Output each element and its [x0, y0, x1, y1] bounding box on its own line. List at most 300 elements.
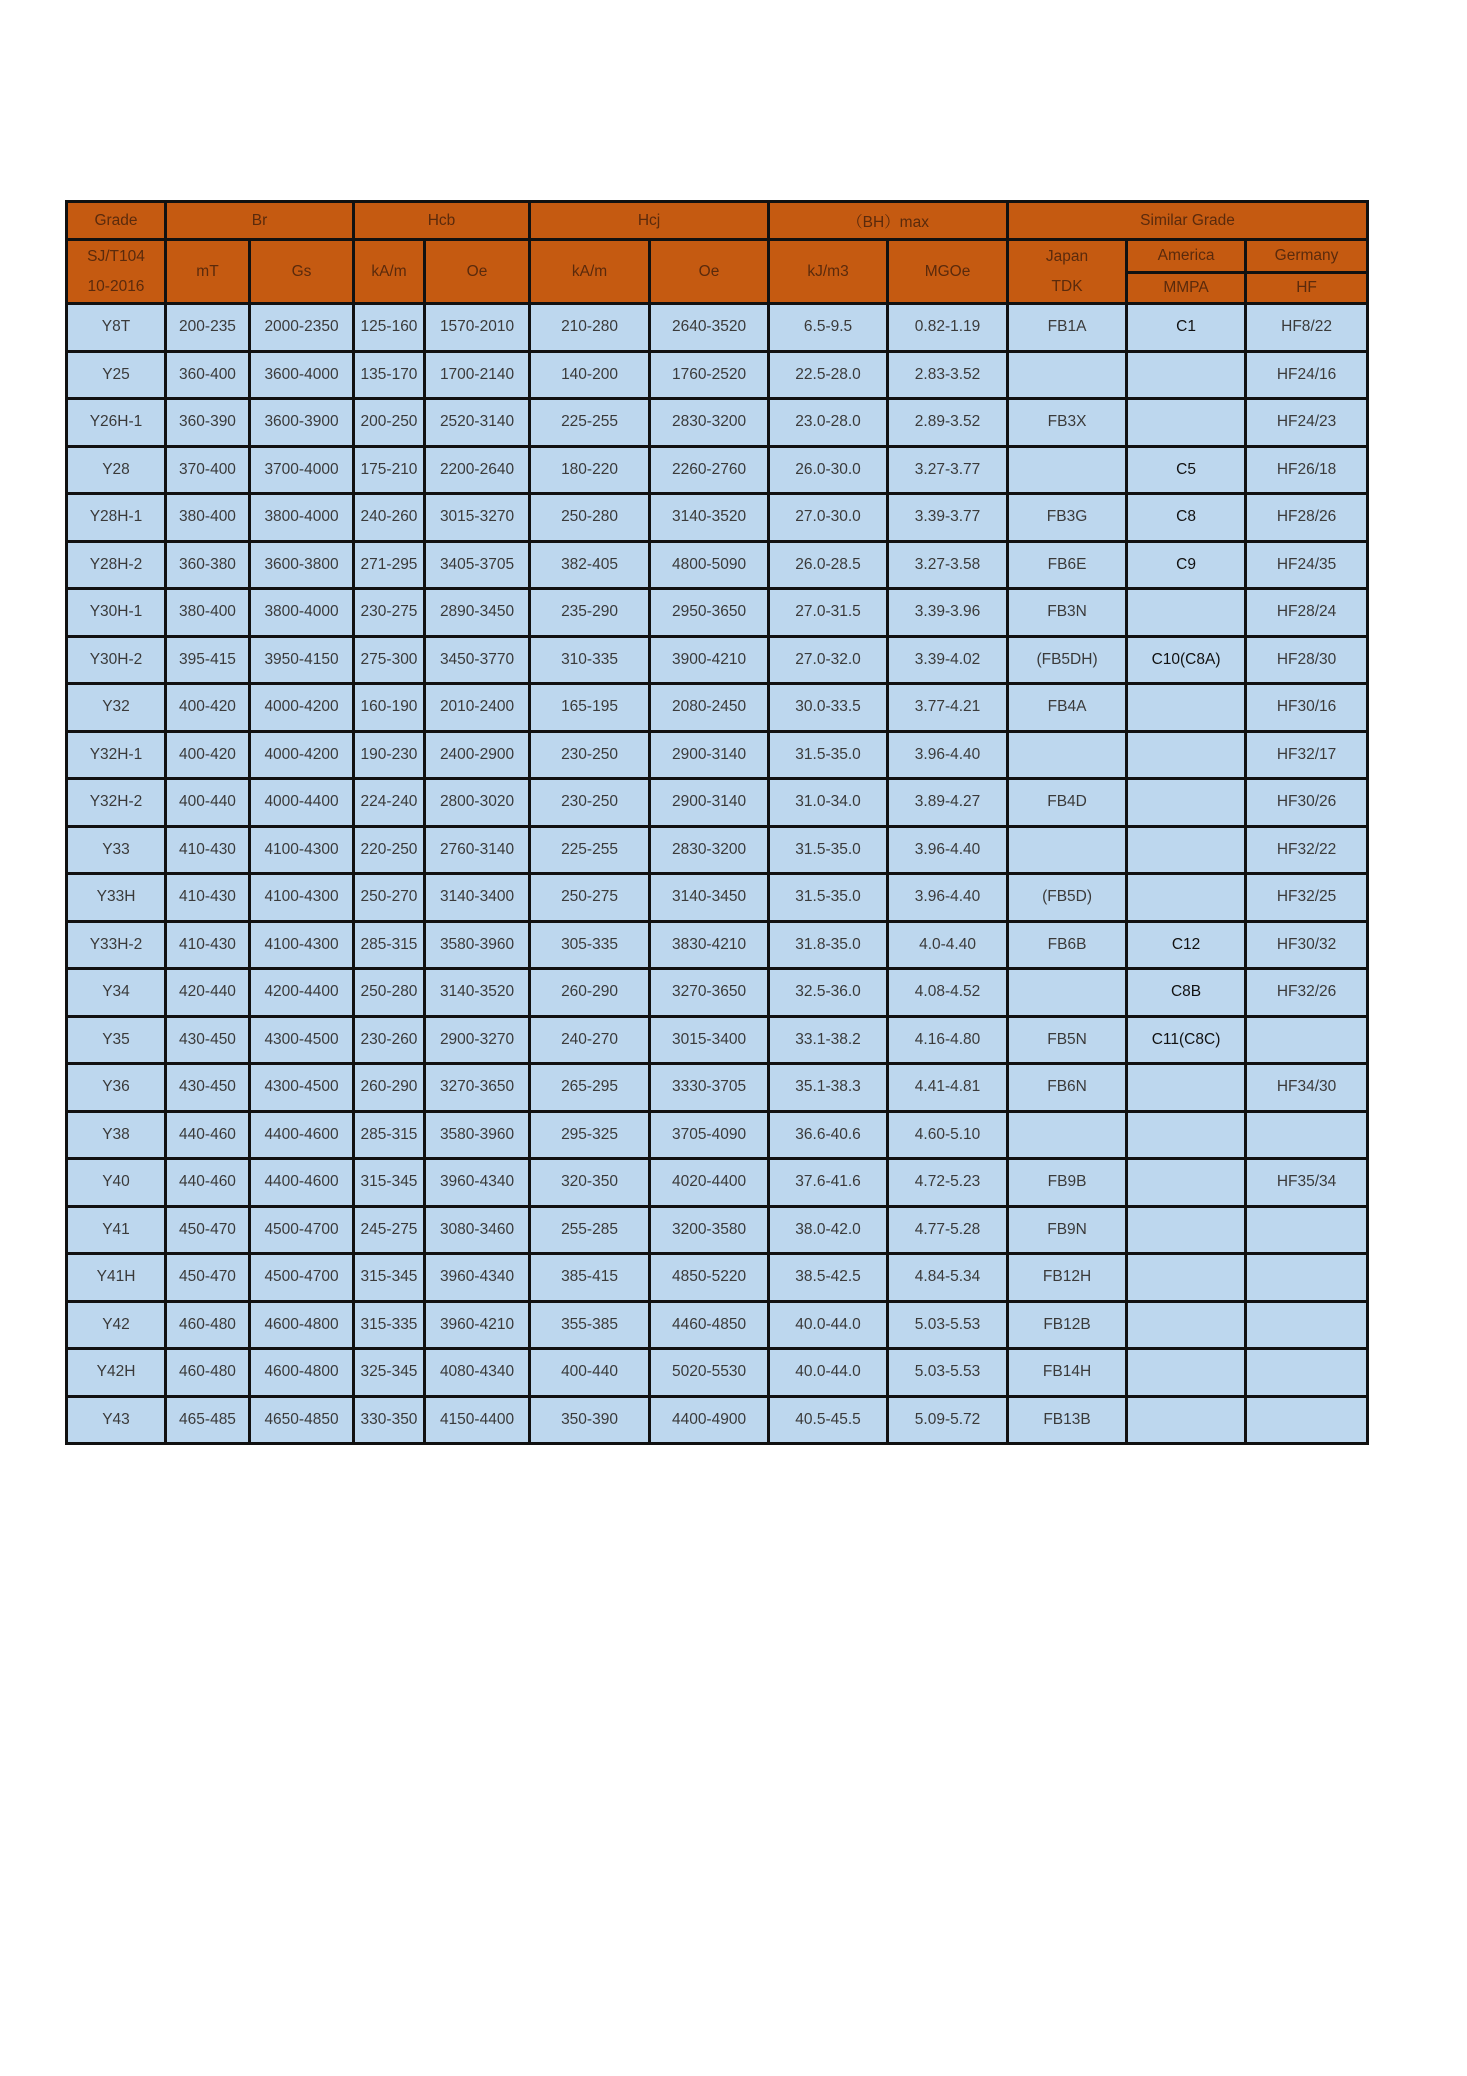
cell-bh-mgoe: 3.27-3.77 — [888, 446, 1008, 494]
cell-germany-hf — [1246, 1301, 1368, 1349]
cell-germany-hf — [1246, 1396, 1368, 1444]
cell-hcb-kam: 220-250 — [354, 826, 425, 874]
cell-br-gs: 4300-4500 — [250, 1016, 354, 1064]
cell-bh-mgoe: 3.77-4.21 — [888, 684, 1008, 732]
cell-hcj-kam: 385-415 — [530, 1254, 650, 1302]
cell-br-mt: 440-460 — [166, 1111, 250, 1159]
cell-hcb-oe: 3140-3400 — [425, 874, 530, 922]
table-body — [67, 304, 1368, 1444]
cell-bh-kjm3: 32.5-36.0 — [769, 969, 888, 1017]
cell-grade: Y30H-2 — [67, 636, 166, 684]
cell-hcj-kam: 350-390 — [530, 1396, 650, 1444]
header-america: America — [1127, 240, 1246, 273]
cell-grade: Y8T — [67, 304, 166, 352]
cell-grade: Y33H-2 — [67, 921, 166, 969]
cell-br-gs: 4600-4800 — [250, 1349, 354, 1397]
cell-bh-mgoe: 3.39-3.77 — [888, 494, 1008, 542]
cell-br-mt: 395-415 — [166, 636, 250, 684]
header-tdk: TDK — [1008, 273, 1127, 304]
cell-germany-hf: HF32/25 — [1246, 874, 1368, 922]
cell-hcj-kam: 400-440 — [530, 1349, 650, 1397]
cell-japan-tdk — [1008, 969, 1127, 1017]
cell-america-mmpa — [1127, 779, 1246, 827]
cell-america-mmpa: C8B — [1127, 969, 1246, 1017]
cell-br-mt: 430-450 — [166, 1064, 250, 1112]
cell-bh-kjm3: 31.0-34.0 — [769, 779, 888, 827]
cell-bh-kjm3: 6.5-9.5 — [769, 304, 888, 352]
cell-hcj-oe: 2080-2450 — [650, 684, 769, 732]
header-br: Br — [166, 202, 354, 240]
cell-hcj-kam: 305-335 — [530, 921, 650, 969]
cell-br-mt: 410-430 — [166, 874, 250, 922]
cell-bh-mgoe: 2.83-3.52 — [888, 351, 1008, 399]
table-row — [67, 1016, 1368, 1064]
cell-hcj-kam: 382-405 — [530, 541, 650, 589]
cell-america-mmpa: C9 — [1127, 541, 1246, 589]
ferrite-grade-table — [65, 200, 1369, 1445]
cell-hcj-kam: 250-275 — [530, 874, 650, 922]
cell-hcb-oe: 3580-3960 — [425, 921, 530, 969]
cell-hcj-oe: 2900-3140 — [650, 731, 769, 779]
cell-japan-tdk: FB3X — [1008, 399, 1127, 447]
table-row — [67, 1111, 1368, 1159]
cell-hcb-kam: 315-345 — [354, 1159, 425, 1207]
table-row — [67, 731, 1368, 779]
cell-bh-mgoe: 2.89-3.52 — [888, 399, 1008, 447]
cell-bh-mgoe: 3.96-4.40 — [888, 731, 1008, 779]
cell-hcj-kam: 235-290 — [530, 589, 650, 637]
cell-germany-hf — [1246, 1016, 1368, 1064]
header-standard-line2: 10-2016 — [67, 273, 166, 304]
cell-bh-kjm3: 40.5-45.5 — [769, 1396, 888, 1444]
cell-hcj-kam: 355-385 — [530, 1301, 650, 1349]
cell-america-mmpa: C11(C8C) — [1127, 1016, 1246, 1064]
cell-america-mmpa — [1127, 874, 1246, 922]
cell-japan-tdk: FB5N — [1008, 1016, 1127, 1064]
cell-br-gs: 3800-4000 — [250, 494, 354, 542]
cell-hcb-oe: 3140-3520 — [425, 969, 530, 1017]
table-row — [67, 494, 1368, 542]
cell-japan-tdk: FB12B — [1008, 1301, 1127, 1349]
cell-america-mmpa — [1127, 1206, 1246, 1254]
cell-america-mmpa — [1127, 731, 1246, 779]
cell-br-mt: 450-470 — [166, 1206, 250, 1254]
cell-grade: Y42H — [67, 1349, 166, 1397]
cell-japan-tdk: FB4A — [1008, 684, 1127, 732]
table-row — [67, 1064, 1368, 1112]
cell-hcj-oe: 3900-4210 — [650, 636, 769, 684]
cell-grade: Y43 — [67, 1396, 166, 1444]
header-similar-grade: Similar Grade — [1008, 202, 1368, 240]
cell-hcb-oe: 2520-3140 — [425, 399, 530, 447]
cell-br-gs: 4200-4400 — [250, 969, 354, 1017]
cell-grade: Y28H-1 — [67, 494, 166, 542]
cell-hcj-kam: 255-285 — [530, 1206, 650, 1254]
cell-hcb-oe: 4080-4340 — [425, 1349, 530, 1397]
cell-hcj-kam: 260-290 — [530, 969, 650, 1017]
cell-hcj-kam: 140-200 — [530, 351, 650, 399]
cell-germany-hf: HF8/22 — [1246, 304, 1368, 352]
cell-japan-tdk: FB13B — [1008, 1396, 1127, 1444]
cell-hcj-oe: 3015-3400 — [650, 1016, 769, 1064]
cell-hcj-kam: 230-250 — [530, 731, 650, 779]
cell-bh-kjm3: 35.1-38.3 — [769, 1064, 888, 1112]
cell-bh-mgoe: 4.41-4.81 — [888, 1064, 1008, 1112]
cell-grade: Y42 — [67, 1301, 166, 1349]
cell-hcj-oe: 2640-3520 — [650, 304, 769, 352]
cell-bh-kjm3: 27.0-31.5 — [769, 589, 888, 637]
table-row — [67, 304, 1368, 352]
cell-germany-hf: HF34/30 — [1246, 1064, 1368, 1112]
cell-br-gs: 4600-4800 — [250, 1301, 354, 1349]
cell-japan-tdk: FB6B — [1008, 921, 1127, 969]
cell-hcb-kam: 160-190 — [354, 684, 425, 732]
cell-hcj-kam: 225-255 — [530, 826, 650, 874]
cell-br-mt: 380-400 — [166, 589, 250, 637]
cell-br-gs: 3700-4000 — [250, 446, 354, 494]
cell-br-gs: 4000-4400 — [250, 779, 354, 827]
cell-hcb-kam: 190-230 — [354, 731, 425, 779]
cell-germany-hf: HF30/26 — [1246, 779, 1368, 827]
cell-bh-kjm3: 31.5-35.0 — [769, 731, 888, 779]
cell-br-gs: 4500-4700 — [250, 1254, 354, 1302]
cell-bh-mgoe: 4.16-4.80 — [888, 1016, 1008, 1064]
cell-america-mmpa: C12 — [1127, 921, 1246, 969]
cell-japan-tdk: (FB5DH) — [1008, 636, 1127, 684]
cell-hcb-kam: 285-315 — [354, 1111, 425, 1159]
cell-hcb-kam: 271-295 — [354, 541, 425, 589]
cell-bh-mgoe: 4.72-5.23 — [888, 1159, 1008, 1207]
table-row — [67, 1396, 1368, 1444]
cell-germany-hf: HF30/16 — [1246, 684, 1368, 732]
cell-br-mt: 450-470 — [166, 1254, 250, 1302]
cell-hcj-oe: 4400-4900 — [650, 1396, 769, 1444]
cell-bh-kjm3: 31.5-35.0 — [769, 826, 888, 874]
cell-hcb-kam: 224-240 — [354, 779, 425, 827]
cell-hcj-kam: 180-220 — [530, 446, 650, 494]
cell-germany-hf — [1246, 1111, 1368, 1159]
cell-hcj-kam: 320-350 — [530, 1159, 650, 1207]
cell-hcb-kam: 230-260 — [354, 1016, 425, 1064]
cell-br-mt: 410-430 — [166, 826, 250, 874]
header-hcj: Hcj — [530, 202, 769, 240]
cell-japan-tdk: FB3N — [1008, 589, 1127, 637]
cell-grade: Y32 — [67, 684, 166, 732]
cell-grade: Y40 — [67, 1159, 166, 1207]
cell-america-mmpa — [1127, 1349, 1246, 1397]
cell-bh-mgoe: 3.96-4.40 — [888, 826, 1008, 874]
cell-grade: Y32H-2 — [67, 779, 166, 827]
cell-bh-mgoe: 4.84-5.34 — [888, 1254, 1008, 1302]
cell-germany-hf — [1246, 1349, 1368, 1397]
cell-bh-mgoe: 4.08-4.52 — [888, 969, 1008, 1017]
cell-japan-tdk — [1008, 351, 1127, 399]
cell-hcb-kam: 260-290 — [354, 1064, 425, 1112]
table-row — [67, 589, 1368, 637]
cell-japan-tdk: FB1A — [1008, 304, 1127, 352]
cell-br-gs: 4400-4600 — [250, 1111, 354, 1159]
cell-hcb-kam: 230-275 — [354, 589, 425, 637]
cell-br-gs: 4100-4300 — [250, 874, 354, 922]
cell-germany-hf: HF32/26 — [1246, 969, 1368, 1017]
cell-japan-tdk: FB9N — [1008, 1206, 1127, 1254]
cell-hcj-kam: 240-270 — [530, 1016, 650, 1064]
cell-hcb-kam: 125-160 — [354, 304, 425, 352]
cell-japan-tdk — [1008, 731, 1127, 779]
cell-grade: Y41 — [67, 1206, 166, 1254]
cell-hcb-oe: 3270-3650 — [425, 1064, 530, 1112]
header-bhmax: （BH）max — [769, 202, 1008, 240]
cell-grade: Y41H — [67, 1254, 166, 1302]
cell-hcj-oe: 3705-4090 — [650, 1111, 769, 1159]
cell-bh-kjm3: 31.8-35.0 — [769, 921, 888, 969]
cell-hcj-oe: 3330-3705 — [650, 1064, 769, 1112]
cell-br-gs: 3600-4000 — [250, 351, 354, 399]
header-hcb: Hcb — [354, 202, 530, 240]
cell-bh-mgoe: 3.39-3.96 — [888, 589, 1008, 637]
cell-japan-tdk: FB14H — [1008, 1349, 1127, 1397]
cell-br-gs: 4650-4850 — [250, 1396, 354, 1444]
cell-bh-mgoe: 5.03-5.53 — [888, 1301, 1008, 1349]
cell-hcj-oe: 4850-5220 — [650, 1254, 769, 1302]
cell-america-mmpa: C8 — [1127, 494, 1246, 542]
table-row — [67, 826, 1368, 874]
cell-grade: Y38 — [67, 1111, 166, 1159]
cell-hcj-oe: 4800-5090 — [650, 541, 769, 589]
cell-bh-kjm3: 31.5-35.0 — [769, 874, 888, 922]
table-row — [67, 399, 1368, 447]
cell-br-gs: 3600-3900 — [250, 399, 354, 447]
header-unit-br-gs: Gs — [250, 240, 354, 304]
header-row-units — [67, 240, 1368, 273]
cell-hcj-oe: 4020-4400 — [650, 1159, 769, 1207]
cell-hcj-kam: 310-335 — [530, 636, 650, 684]
cell-america-mmpa — [1127, 1396, 1246, 1444]
cell-grade: Y30H-1 — [67, 589, 166, 637]
cell-hcj-oe: 3270-3650 — [650, 969, 769, 1017]
cell-hcj-oe: 2900-3140 — [650, 779, 769, 827]
cell-grade: Y33 — [67, 826, 166, 874]
cell-hcj-oe: 3200-3580 — [650, 1206, 769, 1254]
cell-grade: Y32H-1 — [67, 731, 166, 779]
cell-hcj-oe: 2950-3650 — [650, 589, 769, 637]
cell-hcb-kam: 240-260 — [354, 494, 425, 542]
cell-bh-kjm3: 36.6-40.6 — [769, 1111, 888, 1159]
cell-grade: Y33H — [67, 874, 166, 922]
cell-germany-hf — [1246, 1206, 1368, 1254]
table-row — [67, 1301, 1368, 1349]
cell-br-gs: 4500-4700 — [250, 1206, 354, 1254]
cell-hcj-oe: 1760-2520 — [650, 351, 769, 399]
header-mmpa: MMPA — [1127, 273, 1246, 304]
cell-hcj-oe: 5020-5530 — [650, 1349, 769, 1397]
cell-bh-kjm3: 30.0-33.5 — [769, 684, 888, 732]
cell-hcb-oe: 1700-2140 — [425, 351, 530, 399]
cell-bh-kjm3: 40.0-44.0 — [769, 1349, 888, 1397]
cell-japan-tdk — [1008, 1111, 1127, 1159]
cell-america-mmpa — [1127, 399, 1246, 447]
cell-germany-hf: HF28/24 — [1246, 589, 1368, 637]
cell-japan-tdk: FB9B — [1008, 1159, 1127, 1207]
cell-br-mt: 465-485 — [166, 1396, 250, 1444]
cell-hcb-kam: 315-335 — [354, 1301, 425, 1349]
header-unit-br-mt: mT — [166, 240, 250, 304]
table-row — [67, 684, 1368, 732]
cell-germany-hf: HF32/22 — [1246, 826, 1368, 874]
header-japan: Japan — [1008, 240, 1127, 273]
cell-hcj-oe: 2830-3200 — [650, 399, 769, 447]
table-row — [67, 874, 1368, 922]
cell-hcj-oe: 2260-2760 — [650, 446, 769, 494]
cell-japan-tdk: FB3G — [1008, 494, 1127, 542]
cell-hcb-kam: 315-345 — [354, 1254, 425, 1302]
header-unit-hcb-kam: kA/m — [354, 240, 425, 304]
cell-bh-kjm3: 33.1-38.2 — [769, 1016, 888, 1064]
cell-br-gs: 2000-2350 — [250, 304, 354, 352]
cell-hcb-oe: 2400-2900 — [425, 731, 530, 779]
cell-br-gs: 4400-4600 — [250, 1159, 354, 1207]
header-unit-hcb-oe: Oe — [425, 240, 530, 304]
cell-br-gs: 4000-4200 — [250, 684, 354, 732]
cell-bh-mgoe: 4.0-4.40 — [888, 921, 1008, 969]
cell-hcb-oe: 2890-3450 — [425, 589, 530, 637]
cell-bh-mgoe: 3.39-4.02 — [888, 636, 1008, 684]
cell-grade: Y36 — [67, 1064, 166, 1112]
cell-bh-mgoe: 0.82-1.19 — [888, 304, 1008, 352]
cell-bh-mgoe: 3.27-3.58 — [888, 541, 1008, 589]
cell-hcb-oe: 3960-4340 — [425, 1159, 530, 1207]
cell-hcb-oe: 3960-4210 — [425, 1301, 530, 1349]
cell-america-mmpa: C1 — [1127, 304, 1246, 352]
cell-america-mmpa: C10(C8A) — [1127, 636, 1246, 684]
cell-germany-hf — [1246, 1254, 1368, 1302]
cell-germany-hf: HF24/23 — [1246, 399, 1368, 447]
cell-america-mmpa — [1127, 589, 1246, 637]
cell-hcj-oe: 3140-3450 — [650, 874, 769, 922]
cell-grade: Y34 — [67, 969, 166, 1017]
cell-hcb-oe: 3015-3270 — [425, 494, 530, 542]
cell-br-mt: 400-440 — [166, 779, 250, 827]
cell-japan-tdk: FB12H — [1008, 1254, 1127, 1302]
cell-bh-kjm3: 26.0-30.0 — [769, 446, 888, 494]
header-grade: Grade — [67, 202, 166, 240]
table-header — [67, 202, 1368, 304]
cell-hcb-kam: 275-300 — [354, 636, 425, 684]
cell-bh-kjm3: 22.5-28.0 — [769, 351, 888, 399]
cell-hcb-oe: 3960-4340 — [425, 1254, 530, 1302]
cell-br-mt: 410-430 — [166, 921, 250, 969]
cell-america-mmpa: C5 — [1127, 446, 1246, 494]
cell-america-mmpa — [1127, 1301, 1246, 1349]
cell-br-mt: 400-420 — [166, 684, 250, 732]
cell-america-mmpa — [1127, 1159, 1246, 1207]
cell-germany-hf: HF28/26 — [1246, 494, 1368, 542]
cell-hcb-kam: 135-170 — [354, 351, 425, 399]
cell-hcb-kam: 330-350 — [354, 1396, 425, 1444]
cell-hcb-kam: 250-280 — [354, 969, 425, 1017]
cell-bh-kjm3: 26.0-28.5 — [769, 541, 888, 589]
cell-germany-hf: HF32/17 — [1246, 731, 1368, 779]
header-hf: HF — [1246, 273, 1368, 304]
cell-br-gs: 4300-4500 — [250, 1064, 354, 1112]
cell-br-gs: 4100-4300 — [250, 826, 354, 874]
header-unit-bh-kjm3: kJ/m3 — [769, 240, 888, 304]
cell-bh-mgoe: 5.03-5.53 — [888, 1349, 1008, 1397]
cell-hcj-kam: 295-325 — [530, 1111, 650, 1159]
header-unit-hcj-kam: kA/m — [530, 240, 650, 304]
cell-hcb-oe: 2760-3140 — [425, 826, 530, 874]
cell-japan-tdk: (FB5D) — [1008, 874, 1127, 922]
cell-bh-mgoe: 5.09-5.72 — [888, 1396, 1008, 1444]
cell-hcj-kam: 250-280 — [530, 494, 650, 542]
cell-japan-tdk: FB6E — [1008, 541, 1127, 589]
cell-br-mt: 460-480 — [166, 1301, 250, 1349]
table-row — [67, 921, 1368, 969]
cell-hcb-oe: 2900-3270 — [425, 1016, 530, 1064]
cell-br-gs: 3950-4150 — [250, 636, 354, 684]
cell-br-mt: 380-400 — [166, 494, 250, 542]
cell-america-mmpa — [1127, 826, 1246, 874]
table-row — [67, 446, 1368, 494]
cell-germany-hf: HF26/18 — [1246, 446, 1368, 494]
cell-hcj-kam: 210-280 — [530, 304, 650, 352]
cell-hcj-oe: 4460-4850 — [650, 1301, 769, 1349]
cell-hcb-oe: 3405-3705 — [425, 541, 530, 589]
cell-hcb-oe: 2200-2640 — [425, 446, 530, 494]
cell-hcj-kam: 230-250 — [530, 779, 650, 827]
cell-bh-mgoe: 4.60-5.10 — [888, 1111, 1008, 1159]
cell-hcb-kam: 175-210 — [354, 446, 425, 494]
cell-hcj-kam: 225-255 — [530, 399, 650, 447]
cell-br-gs: 4000-4200 — [250, 731, 354, 779]
cell-br-mt: 400-420 — [166, 731, 250, 779]
cell-bh-kjm3: 40.0-44.0 — [769, 1301, 888, 1349]
cell-hcb-kam: 245-275 — [354, 1206, 425, 1254]
cell-japan-tdk: FB4D — [1008, 779, 1127, 827]
header-germany: Germany — [1246, 240, 1368, 273]
table-row — [67, 351, 1368, 399]
cell-hcj-kam: 165-195 — [530, 684, 650, 732]
table-row — [67, 1206, 1368, 1254]
cell-grade: Y28 — [67, 446, 166, 494]
cell-hcb-kam: 285-315 — [354, 921, 425, 969]
header-standard-line1: SJ/T104 — [67, 240, 166, 273]
cell-br-mt: 360-390 — [166, 399, 250, 447]
table-row — [67, 636, 1368, 684]
header-row-groups — [67, 202, 1368, 240]
cell-hcb-oe: 2010-2400 — [425, 684, 530, 732]
cell-br-gs: 3800-4000 — [250, 589, 354, 637]
cell-hcj-kam: 265-295 — [530, 1064, 650, 1112]
cell-br-mt: 420-440 — [166, 969, 250, 1017]
cell-hcb-kam: 200-250 — [354, 399, 425, 447]
cell-america-mmpa — [1127, 684, 1246, 732]
cell-hcj-oe: 3140-3520 — [650, 494, 769, 542]
table-row — [67, 1349, 1368, 1397]
cell-germany-hf: HF24/35 — [1246, 541, 1368, 589]
cell-hcb-kam: 250-270 — [354, 874, 425, 922]
cell-grade: Y26H-1 — [67, 399, 166, 447]
cell-america-mmpa — [1127, 1111, 1246, 1159]
cell-br-mt: 360-380 — [166, 541, 250, 589]
table-row — [67, 969, 1368, 1017]
cell-germany-hf: HF30/32 — [1246, 921, 1368, 969]
table-row — [67, 1159, 1368, 1207]
table-row — [67, 1254, 1368, 1302]
cell-bh-kjm3: 23.0-28.0 — [769, 399, 888, 447]
cell-bh-kjm3: 37.6-41.6 — [769, 1159, 888, 1207]
cell-grade: Y35 — [67, 1016, 166, 1064]
